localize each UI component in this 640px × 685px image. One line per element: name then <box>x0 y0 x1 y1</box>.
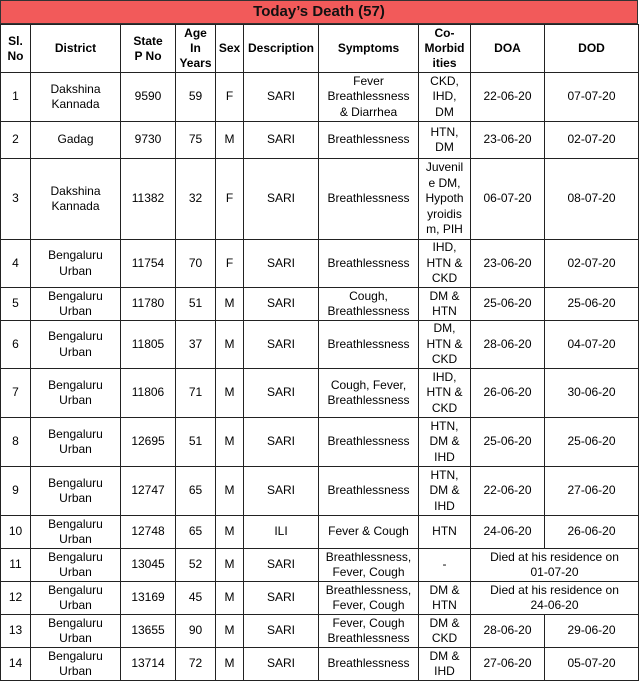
cell-dod: 25-06-20 <box>545 288 639 321</box>
cell-description: SARI <box>244 648 319 681</box>
cell-sex: M <box>216 418 244 467</box>
cell-age: 72 <box>176 648 216 681</box>
cell-doa: 26-06-20 <box>471 369 545 418</box>
cell-district: Bengaluru Urban <box>31 615 121 648</box>
cell-age: 65 <box>176 516 216 549</box>
cell-symptoms: Breathlessness, Fever, Cough <box>319 582 419 615</box>
cell-symptoms: Breathlessness <box>319 240 419 288</box>
cell-district: Bengaluru Urban <box>31 467 121 516</box>
cell-doa: 23-06-20 <box>471 240 545 288</box>
table-row <box>1 73 639 122</box>
cell-symptoms: Cough, Breathlessness <box>319 288 419 321</box>
table-row <box>1 516 639 549</box>
cell-state-p-no: 11754 <box>121 240 176 288</box>
cell-sex: F <box>216 159 244 240</box>
table-row <box>1 648 639 681</box>
table-row <box>1 159 639 240</box>
cell-sl-no: 2 <box>1 122 31 159</box>
cell-sex: M <box>216 288 244 321</box>
cell-sl-no: 7 <box>1 369 31 418</box>
cell-state-p-no: 11382 <box>121 159 176 240</box>
cell-doa: 25-06-20 <box>471 418 545 467</box>
cell-symptoms: Breathlessness <box>319 467 419 516</box>
cell-description: ILI <box>244 516 319 549</box>
cell-comorbidities: HTN <box>419 516 471 549</box>
cell-sex: M <box>216 648 244 681</box>
cell-comorbidities: HTN, DM & IHD <box>419 418 471 467</box>
deaths-table <box>0 24 639 681</box>
cell-age: 70 <box>176 240 216 288</box>
cell-district: Gadag <box>31 122 121 159</box>
cell-symptoms: Breathlessness <box>319 159 419 240</box>
cell-age: 45 <box>176 582 216 615</box>
cell-doa: 06-07-20 <box>471 159 545 240</box>
cell-dod: 26-06-20 <box>545 516 639 549</box>
cell-district: Bengaluru Urban <box>31 516 121 549</box>
cell-sl-no: 3 <box>1 159 31 240</box>
cell-sl-no: 6 <box>1 321 31 369</box>
col-header-state-p-no: State P No <box>121 25 176 73</box>
cell-age: 59 <box>176 73 216 122</box>
cell-sl-no: 11 <box>1 549 31 582</box>
col-header-sex: Sex <box>216 25 244 73</box>
cell-symptoms: Breathlessness, Fever, Cough <box>319 549 419 582</box>
cell-age: 51 <box>176 418 216 467</box>
table-row <box>1 321 639 369</box>
cell-state-p-no: 13045 <box>121 549 176 582</box>
cell-sex: M <box>216 516 244 549</box>
cell-sex: M <box>216 549 244 582</box>
cell-sl-no: 8 <box>1 418 31 467</box>
cell-state-p-no: 12748 <box>121 516 176 549</box>
cell-age: 32 <box>176 159 216 240</box>
cell-death-note: Died at his residence on 01-07-20 <box>471 549 639 582</box>
cell-dod: 07-07-20 <box>545 73 639 122</box>
cell-doa: 23-06-20 <box>471 122 545 159</box>
cell-comorbidities: DM & HTN <box>419 582 471 615</box>
cell-sex: M <box>216 321 244 369</box>
cell-age: 65 <box>176 467 216 516</box>
cell-dod: 02-07-20 <box>545 122 639 159</box>
cell-state-p-no: 13714 <box>121 648 176 681</box>
cell-dod: 02-07-20 <box>545 240 639 288</box>
cell-age: 71 <box>176 369 216 418</box>
cell-doa: 28-06-20 <box>471 615 545 648</box>
cell-state-p-no: 11780 <box>121 288 176 321</box>
table-row <box>1 288 639 321</box>
cell-death-note: Died at his residence on 24-06-20 <box>471 582 639 615</box>
cell-description: SARI <box>244 467 319 516</box>
cell-district: Bengaluru Urban <box>31 582 121 615</box>
cell-district: Bengaluru Urban <box>31 369 121 418</box>
cell-state-p-no: 12695 <box>121 418 176 467</box>
cell-comorbidities: HTN, DM & IHD <box>419 467 471 516</box>
cell-doa: 24-06-20 <box>471 516 545 549</box>
cell-sl-no: 4 <box>1 240 31 288</box>
cell-district: Bengaluru Urban <box>31 288 121 321</box>
cell-dod: 27-06-20 <box>545 467 639 516</box>
table-row <box>1 418 639 467</box>
cell-description: SARI <box>244 122 319 159</box>
cell-doa: 27-06-20 <box>471 648 545 681</box>
cell-description: SARI <box>244 240 319 288</box>
cell-age: 51 <box>176 288 216 321</box>
cell-state-p-no: 9730 <box>121 122 176 159</box>
table-row <box>1 549 639 582</box>
cell-comorbidities: Juvenil e DM, Hypoth yroidis m, PIH <box>419 159 471 240</box>
cell-comorbidities: - <box>419 549 471 582</box>
cell-dod: 29-06-20 <box>545 615 639 648</box>
table-row <box>1 467 639 516</box>
cell-sl-no: 13 <box>1 615 31 648</box>
cell-doa: 22-06-20 <box>471 467 545 516</box>
cell-symptoms: Breathlessness <box>319 418 419 467</box>
col-header-symptoms: Symptoms <box>319 25 419 73</box>
cell-doa: 25-06-20 <box>471 288 545 321</box>
cell-district: Bengaluru Urban <box>31 648 121 681</box>
col-header-dod: DOD <box>545 25 639 73</box>
cell-age: 52 <box>176 549 216 582</box>
cell-symptoms: Breathlessness <box>319 321 419 369</box>
table-title: Today’s Death (57) <box>0 0 638 24</box>
cell-comorbidities: HTN, DM <box>419 122 471 159</box>
cell-sex: M <box>216 467 244 516</box>
cell-description: SARI <box>244 288 319 321</box>
table-row <box>1 615 639 648</box>
cell-dod: 04-07-20 <box>545 321 639 369</box>
cell-sl-no: 10 <box>1 516 31 549</box>
cell-district: Bengaluru Urban <box>31 240 121 288</box>
cell-description: SARI <box>244 369 319 418</box>
cell-comorbidities: DM & IHD <box>419 648 471 681</box>
cell-description: SARI <box>244 615 319 648</box>
table-row <box>1 122 639 159</box>
cell-symptoms: Breathlessness <box>319 122 419 159</box>
cell-state-p-no: 13655 <box>121 615 176 648</box>
cell-sex: M <box>216 582 244 615</box>
cell-description: SARI <box>244 321 319 369</box>
cell-district: Dakshina Kannada <box>31 73 121 122</box>
cell-symptoms: Fever & Cough <box>319 516 419 549</box>
cell-comorbidities: IHD, HTN & CKD <box>419 240 471 288</box>
cell-comorbidities: DM, HTN & CKD <box>419 321 471 369</box>
cell-state-p-no: 11805 <box>121 321 176 369</box>
cell-comorbidities: DM & HTN <box>419 288 471 321</box>
cell-sl-no: 9 <box>1 467 31 516</box>
col-header-description: Description <box>244 25 319 73</box>
col-header-age: Age In Years <box>176 25 216 73</box>
cell-symptoms: Cough, Fever, Breathlessness <box>319 369 419 418</box>
col-header-comorbidities: Co- Morbid ities <box>419 25 471 73</box>
cell-doa: 28-06-20 <box>471 321 545 369</box>
table-row <box>1 240 639 288</box>
cell-comorbidities: DM & CKD <box>419 615 471 648</box>
cell-description: SARI <box>244 73 319 122</box>
cell-state-p-no: 12747 <box>121 467 176 516</box>
cell-dod: 30-06-20 <box>545 369 639 418</box>
cell-sex: M <box>216 369 244 418</box>
cell-sex: M <box>216 122 244 159</box>
cell-sl-no: 1 <box>1 73 31 122</box>
cell-sex: M <box>216 615 244 648</box>
cell-sl-no: 5 <box>1 288 31 321</box>
cell-district: Bengaluru Urban <box>31 321 121 369</box>
cell-state-p-no: 13169 <box>121 582 176 615</box>
cell-symptoms: Fever, Cough Breathlessness <box>319 615 419 648</box>
cell-symptoms: Fever Breathlessness & Diarrhea <box>319 73 419 122</box>
header-row <box>1 25 639 73</box>
cell-description: SARI <box>244 549 319 582</box>
cell-district: Dakshina Kannada <box>31 159 121 240</box>
table-row <box>1 582 639 615</box>
cell-district: Bengaluru Urban <box>31 418 121 467</box>
cell-dod: 25-06-20 <box>545 418 639 467</box>
cell-sl-no: 12 <box>1 582 31 615</box>
cell-symptoms: Breathlessness <box>319 648 419 681</box>
cell-dod: 08-07-20 <box>545 159 639 240</box>
cell-sex: F <box>216 73 244 122</box>
cell-sex: F <box>216 240 244 288</box>
col-header-doa: DOA <box>471 25 545 73</box>
cell-comorbidities: IHD, HTN & CKD <box>419 369 471 418</box>
col-header-sl-no: Sl. No <box>1 25 31 73</box>
cell-dod: 05-07-20 <box>545 648 639 681</box>
cell-doa: 22-06-20 <box>471 73 545 122</box>
cell-comorbidities: CKD, IHD, DM <box>419 73 471 122</box>
cell-state-p-no: 9590 <box>121 73 176 122</box>
table-row <box>1 369 639 418</box>
cell-district: Bengaluru Urban <box>31 549 121 582</box>
col-header-district: District <box>31 25 121 73</box>
cell-age: 90 <box>176 615 216 648</box>
cell-description: SARI <box>244 418 319 467</box>
cell-age: 75 <box>176 122 216 159</box>
cell-sl-no: 14 <box>1 648 31 681</box>
cell-age: 37 <box>176 321 216 369</box>
cell-description: SARI <box>244 582 319 615</box>
cell-state-p-no: 11806 <box>121 369 176 418</box>
cell-description: SARI <box>244 159 319 240</box>
